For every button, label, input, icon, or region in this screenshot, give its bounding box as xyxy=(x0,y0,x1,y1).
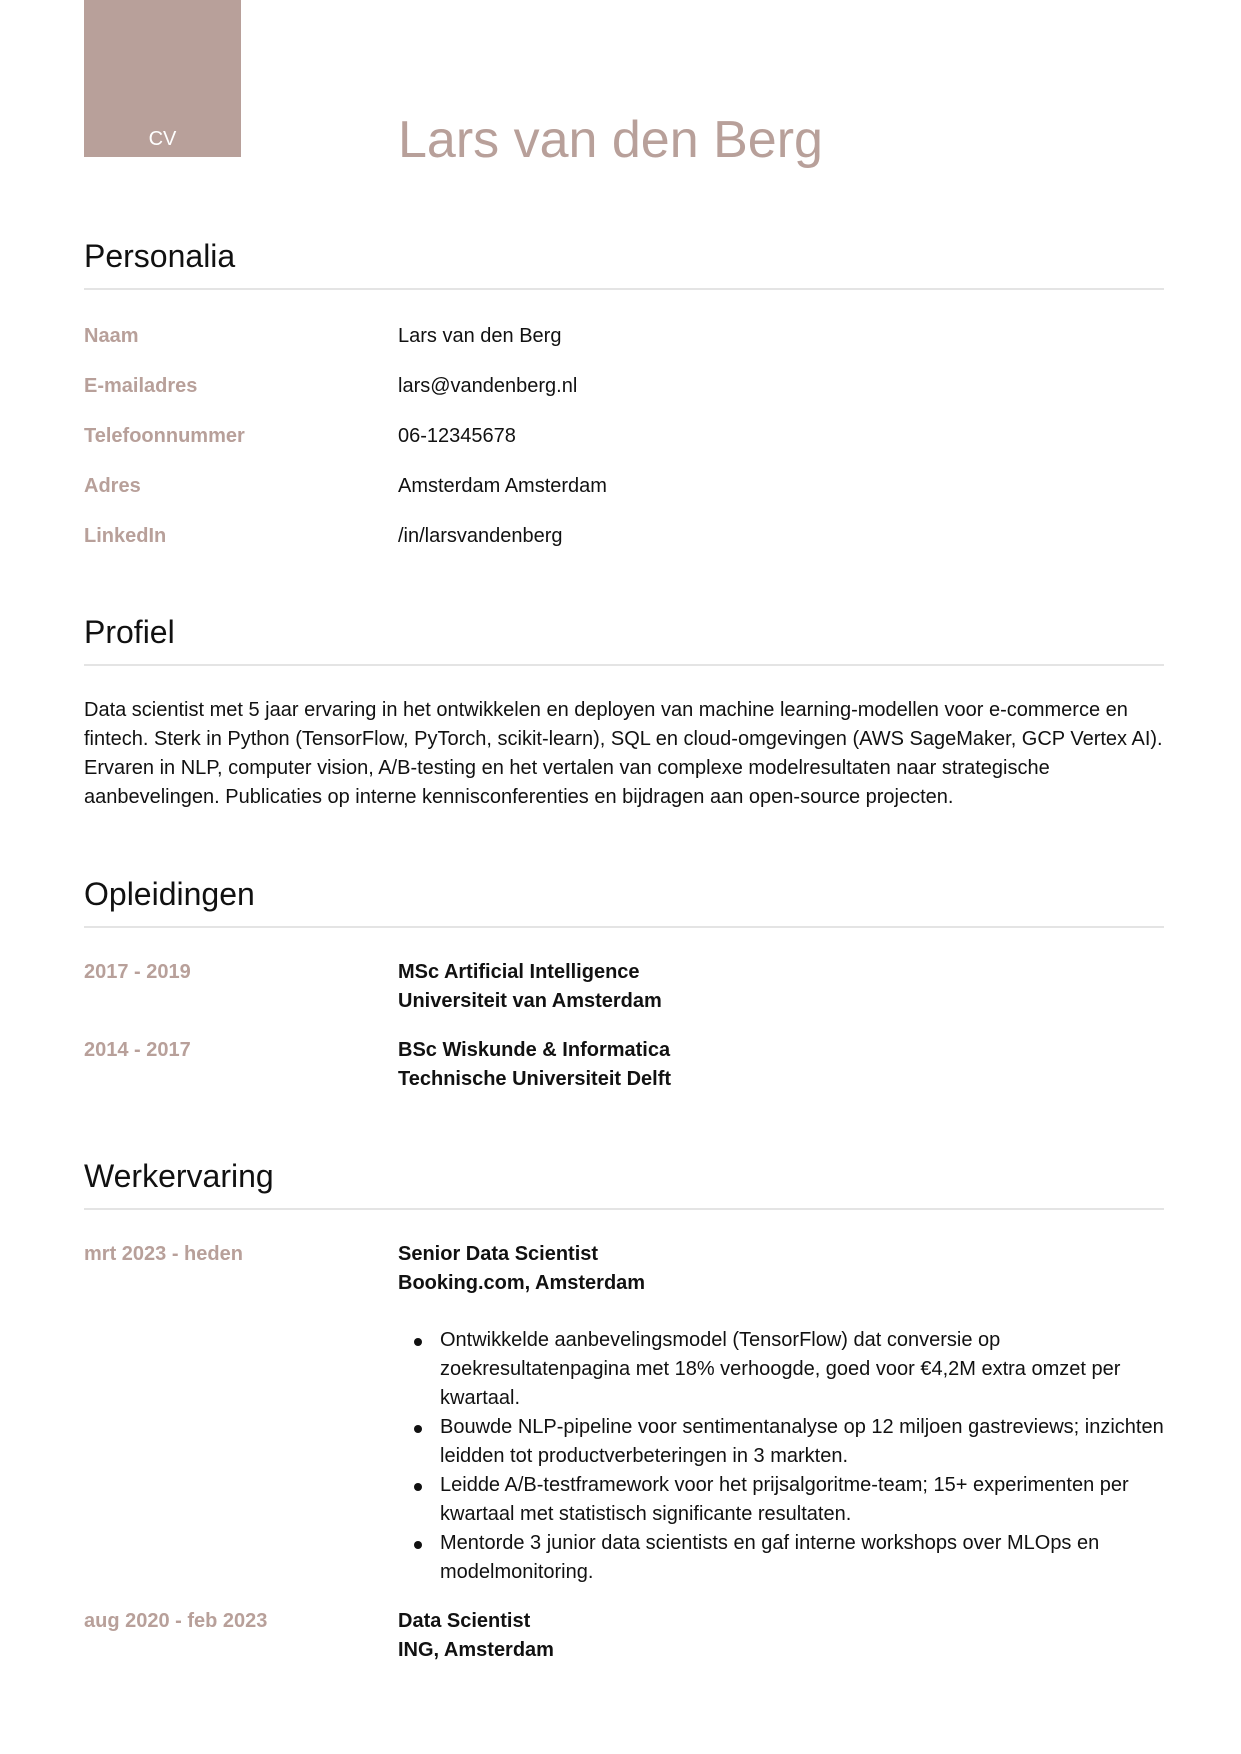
section-divider xyxy=(84,664,1164,666)
profile-summary: Data scientist met 5 jaar ervaring in het ontwikkelen en deployen van machine learning-modellen voor e-commerce en fintech. Sterk in Python (TensorFlow, PyTorch, scikit-learn), SQL en cloud-omgevingen (AWS SageMaker, GCP Vertex AI). Ervaren in NLP, computer vision, A/B-testing en het vertalen van complexe modelresultaten naar strategische aanbevelingen. Publicaties op interne kennisconferenties en bijdragen aan open-source projecten. xyxy=(84,699,1163,808)
field-value: Amsterdam Amsterdam xyxy=(398,475,607,497)
section-opleidingen xyxy=(84,874,1164,1094)
education-details xyxy=(398,1036,1164,1094)
experience-company: ING, Amsterdam xyxy=(398,1639,554,1661)
candidate-name: Lars van den Berg xyxy=(398,111,823,169)
experience-period: aug 2020 - feb 2023 xyxy=(84,1610,268,1632)
experience-period: mrt 2023 - heden xyxy=(84,1243,243,1265)
personalia-row-name xyxy=(84,322,1164,372)
education-degree: BSc Wiskunde & Informatica xyxy=(398,1039,671,1061)
education-entry xyxy=(84,958,1164,1036)
achievement-item: Leidde A/B-testframework voor het prijsalgoritme-team; 15+ experimenten per kwartaal met statistisch significante resultaten. xyxy=(440,1471,1164,1529)
field-label: Naam xyxy=(84,325,139,347)
section-personalia xyxy=(84,236,1164,572)
experience-details xyxy=(398,1240,1164,1587)
education-details xyxy=(398,958,1164,1016)
section-divider xyxy=(84,926,1164,928)
experience-entry xyxy=(84,1607,1164,1665)
section-werkervaring xyxy=(84,1156,1164,1665)
section-title-werkervaring: Werkervaring xyxy=(84,1158,274,1194)
field-value: Lars van den Berg xyxy=(398,325,562,347)
section-profiel xyxy=(84,612,1164,812)
field-label: E-mailadres xyxy=(84,375,198,397)
section-title-profiel: Profiel xyxy=(84,614,175,650)
section-divider xyxy=(84,1208,1164,1210)
achievement-item: Mentorde 3 junior data scientists en gaf interne workshops over MLOps en modelmonitoring. xyxy=(440,1529,1164,1587)
field-value: lars@vandenberg.nl xyxy=(398,375,578,397)
experience-details xyxy=(398,1607,1164,1665)
experience-list xyxy=(84,1240,1164,1665)
personalia-row-address xyxy=(84,472,1164,522)
field-label: Telefoonnummer xyxy=(84,425,245,447)
personalia-row-linkedin xyxy=(84,522,1164,572)
education-period: 2014 - 2017 xyxy=(84,1039,191,1061)
personalia-row-phone xyxy=(84,422,1164,472)
section-title-opleidingen: Opleidingen xyxy=(84,876,255,912)
education-period: 2017 - 2019 xyxy=(84,961,191,983)
education-entry xyxy=(84,1036,1164,1094)
education-degree: MSc Artificial Intelligence xyxy=(398,961,640,983)
education-school: Universiteit van Amsterdam xyxy=(398,990,662,1012)
section-title-personalia: Personalia xyxy=(84,238,236,274)
education-list xyxy=(84,958,1164,1094)
achievement-item: Ontwikkelde aanbevelingsmodel (TensorFlow) dat conversie op zoekresultatenpagina met 18% verhoogde, goed voor €4,2M extra omzet per kwartaal. xyxy=(440,1326,1164,1413)
field-value: /in/larsvandenberg xyxy=(398,525,563,547)
experience-company: Booking.com, Amsterdam xyxy=(398,1272,646,1294)
education-school: Technische Universiteit Delft xyxy=(398,1068,672,1090)
field-label: LinkedIn xyxy=(84,525,167,547)
achievement-item: Bouwde NLP-pipeline voor sentimentanalyse op 12 miljoen gastreviews; inzichten leidden tot productverbeteringen in 3 markten. xyxy=(440,1413,1164,1471)
experience-entry xyxy=(84,1240,1164,1607)
personalia-list xyxy=(84,322,1164,572)
personalia-row-email xyxy=(84,372,1164,422)
photo-label: CV xyxy=(148,128,177,150)
section-divider xyxy=(84,288,1164,290)
experience-role: Data Scientist xyxy=(398,1610,531,1632)
experience-achievements xyxy=(398,1326,1164,1587)
experience-role: Senior Data Scientist xyxy=(398,1243,599,1265)
field-value: 06-12345678 xyxy=(398,425,516,447)
field-label: Adres xyxy=(84,475,141,497)
photo-placeholder xyxy=(84,0,241,157)
